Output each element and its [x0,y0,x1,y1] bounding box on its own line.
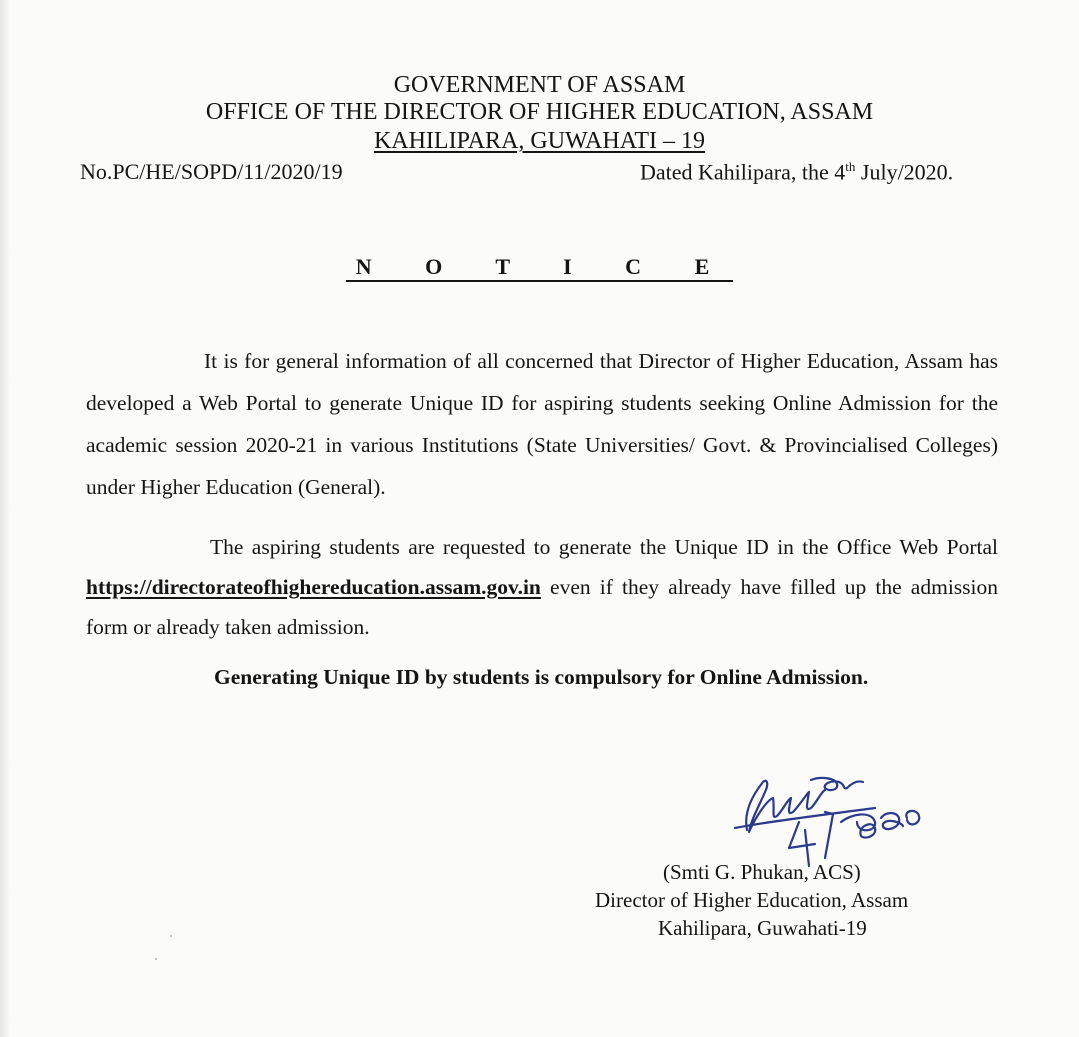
paragraph-request-before: The aspiring students are requested to generate the Unique ID in the Office Web Portal [210,535,998,559]
dated-prefix: Dated Kahilipara, the 4 [640,159,846,185]
reference-number: No.PC/HE/SOPD/11/2020/19 [80,159,343,184]
header-address [0,128,1079,155]
signature-block [595,858,955,942]
dated-suffix: July/2020. [855,159,954,185]
web-portal-link[interactable]: https://directorateofhighereducation.assam.gov.in [86,575,541,599]
paragraph-request [86,527,998,647]
signatory-address: Kahilipara, Guwahati-19 [658,916,867,940]
paragraph-request-after: even if they already have filled up the admission form or already taken admission. [86,575,998,639]
scan-speck [155,958,157,960]
page-edge-shadow [0,0,10,1037]
dated-line [640,159,953,185]
signatory-name: (Smti G. Phukan, ACS) [663,860,861,884]
header-address-text: KAHILIPARA, GUWAHATI – 19 [373,128,706,154]
paragraph-general-information: It is for general information of all concerned that Director of Higher Education, Assam has developed a Web Portal to generate Unique ID for aspiring students seeking Online Admission for the academic session 2020-21 in various Institutions (State Universities/ Govt. & Provincialised Colleges) under Higher Education (General). [86,349,998,499]
signatory-designation: Director of Higher Education, Assam [595,888,909,912]
notice-title [0,254,1079,280]
header-government: GOVERNMENT OF ASSAM [393,72,686,98]
compulsory-statement: Generating Unique ID by students is compulsory for Online Admission. [214,665,869,689]
scan-speck [170,935,172,937]
notice-title-text: N O T I C E [346,254,734,282]
dated-superscript: th [845,159,856,174]
header-office: OFFICE OF THE DIRECTOR OF HIGHER EDUCATION, ASSAM [205,99,874,125]
